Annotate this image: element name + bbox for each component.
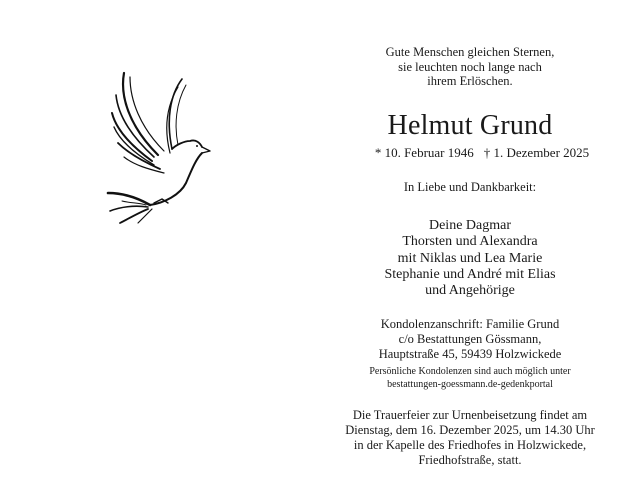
family-line: Thorsten und Alexandra <box>402 234 538 250</box>
quote-line: Gute Menschen gleichen Sternen, <box>385 45 555 59</box>
death-date: † 1. Dezember 2025 <box>483 145 590 160</box>
service-info <box>330 408 610 468</box>
service-line: Friedhofstraße, statt. <box>418 453 522 467</box>
online-line: Persönliche Kondolenzen sind auch möglich unter <box>369 366 571 377</box>
online-condolences <box>330 365 610 391</box>
quote-line: sie leuchten noch lange nach <box>398 59 542 74</box>
quote-line: ihrem Erlöschen. <box>427 74 513 88</box>
address-line: Hauptstraße 45, 59439 Holzwickede <box>378 347 562 361</box>
address-line: Kondolenzanschrift: Familie Grund <box>380 317 560 331</box>
family-line: Stephanie und André mit Elias <box>384 266 556 282</box>
family-line: Deine Dagmar <box>428 218 512 233</box>
service-line: Die Trauerfeier zur Urnenbeisetzung findet am <box>352 408 588 422</box>
deceased-name: Helmut Grund <box>387 110 553 141</box>
family-line: mit Niklas und Lea Marie <box>397 250 543 266</box>
service-line: in der Kapelle des Friedhofes in Holzwickede, <box>353 438 587 452</box>
dove-icon <box>100 65 220 225</box>
condolence-address <box>330 317 610 362</box>
online-link: bestattungen-goessmann.de-gedenkportal <box>387 379 553 390</box>
family-list <box>330 218 610 299</box>
quote <box>330 45 610 89</box>
life-dates <box>330 145 622 161</box>
birth-date: * 10. Februar 1946 <box>374 145 474 160</box>
intro-text: In Liebe und Dankbarkeit: <box>403 180 537 194</box>
address-line: c/o Bestattungen Gössmann, <box>398 332 542 346</box>
family-line: und Angehörige <box>425 283 515 299</box>
service-line: Dienstag, dem 16. Dezember 2025, um 14.30 Uhr <box>345 423 595 437</box>
